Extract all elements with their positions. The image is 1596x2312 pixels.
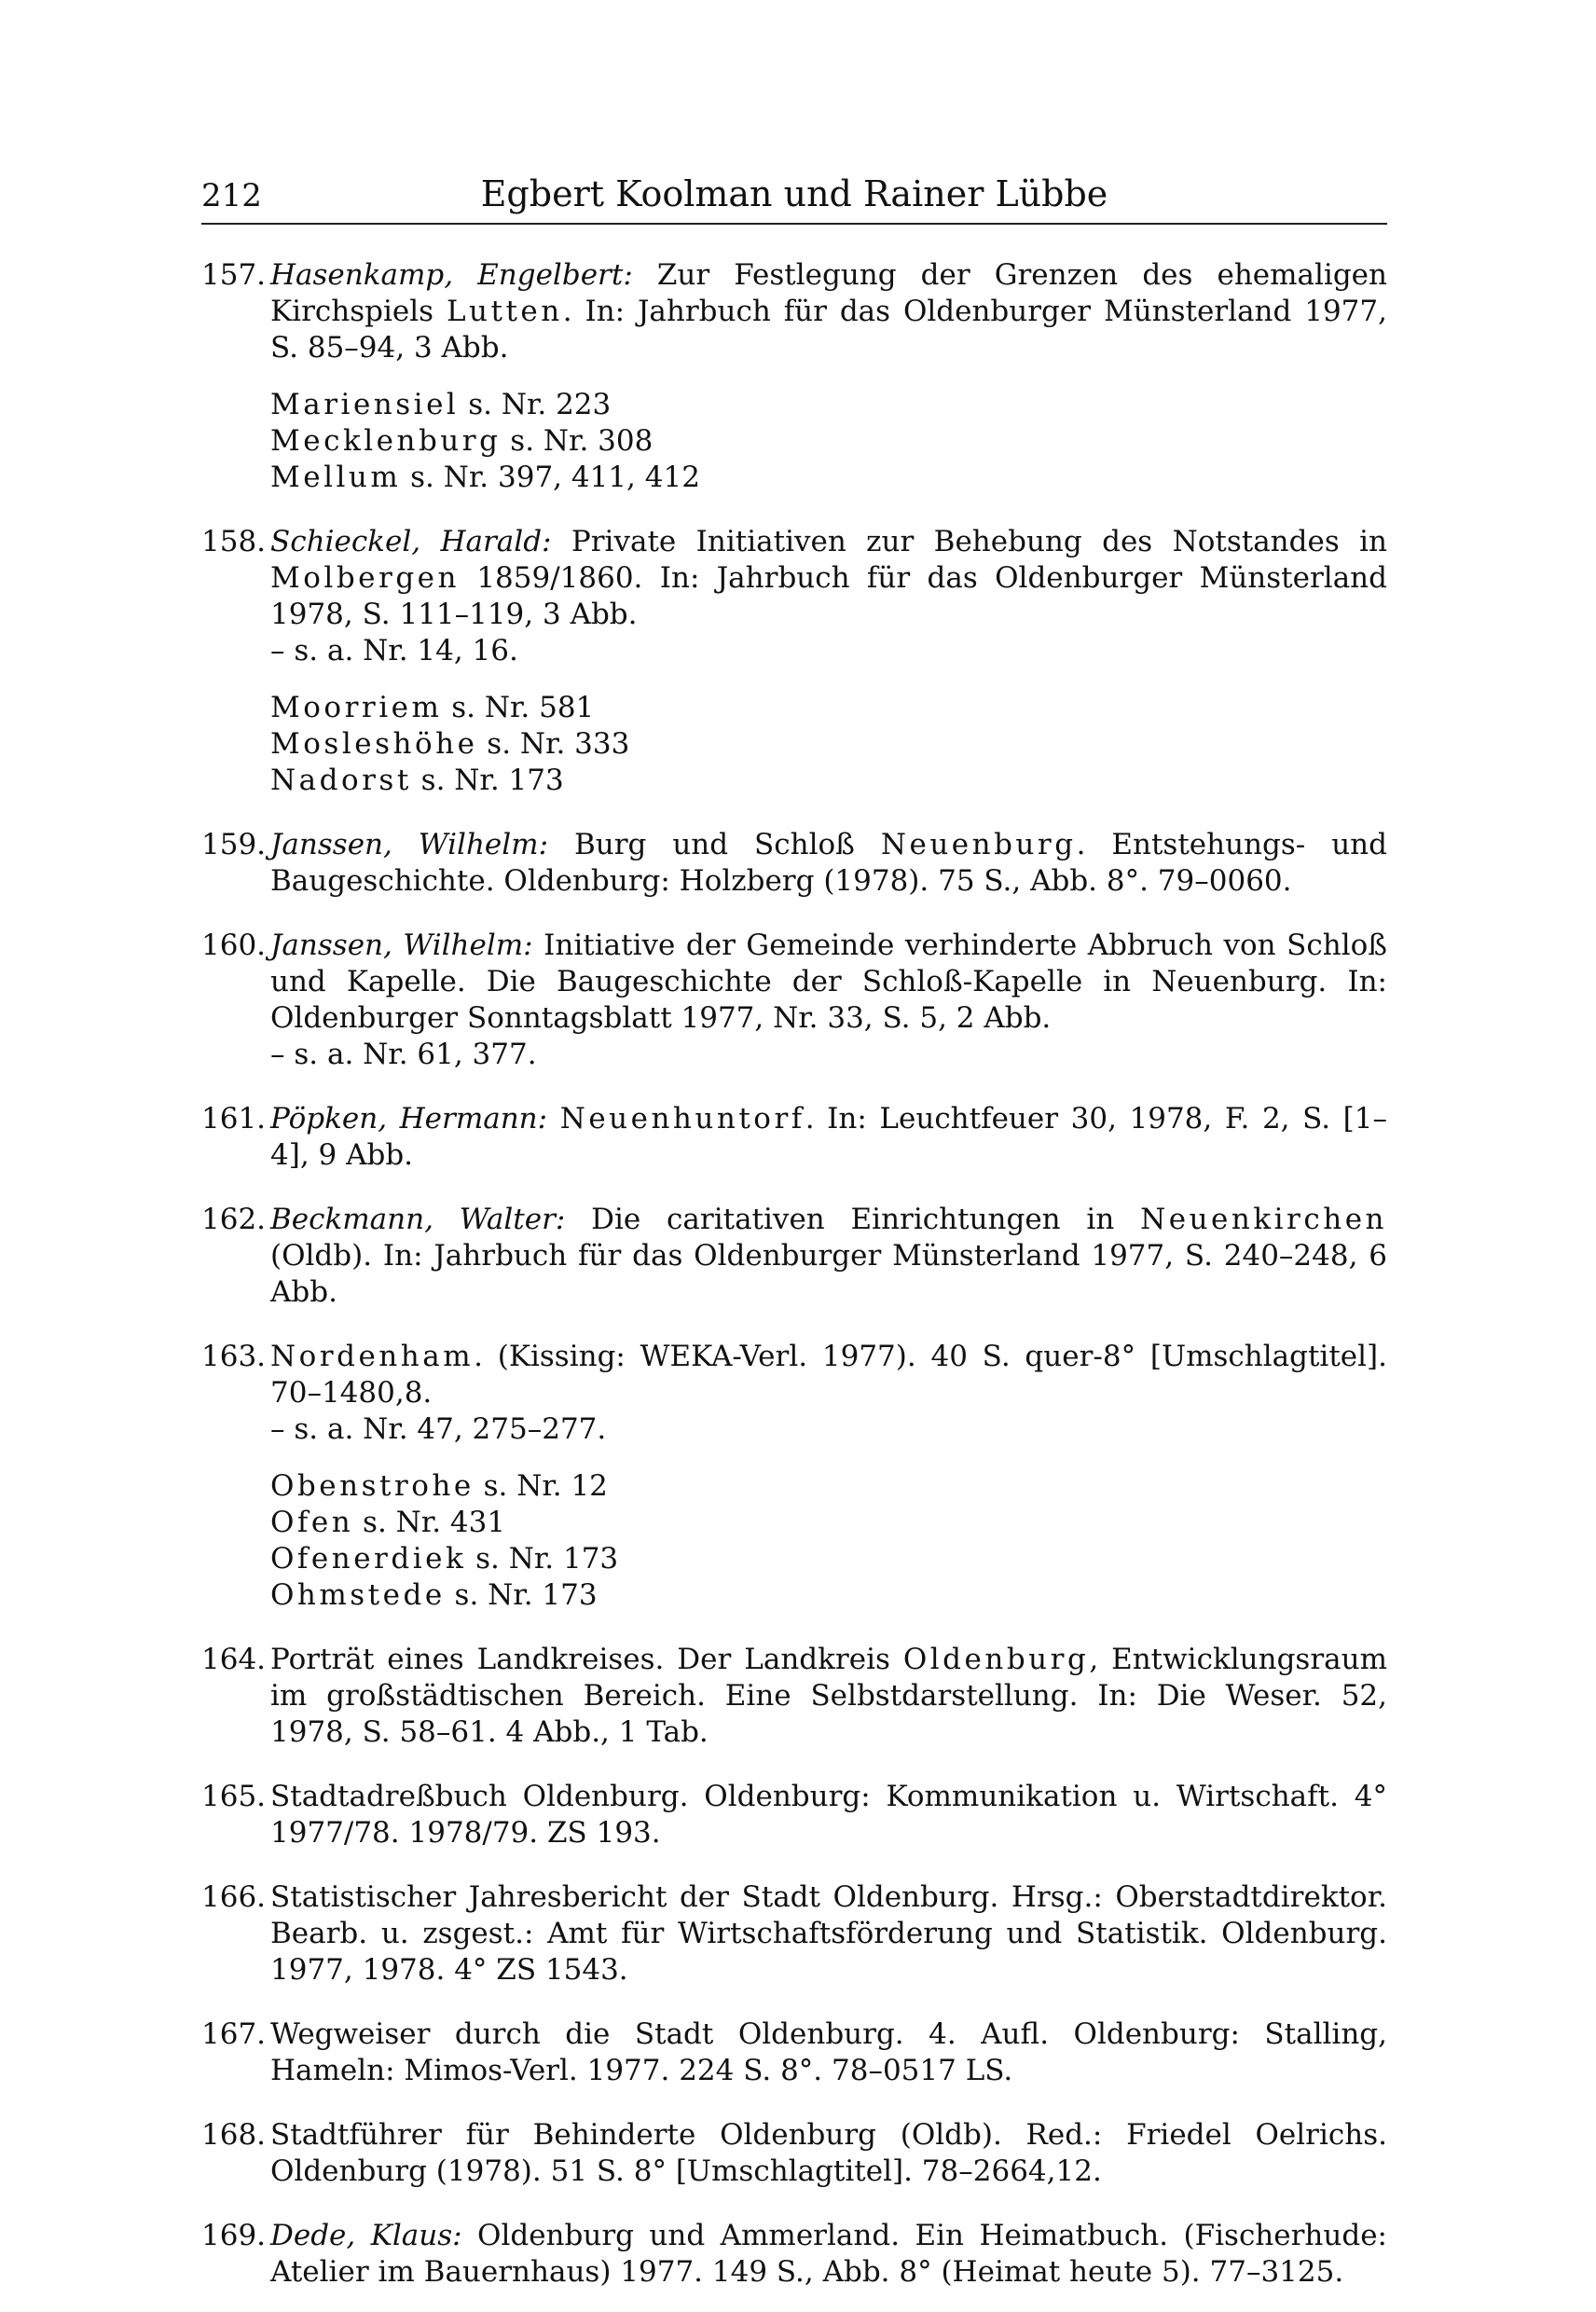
xref-term: Ofenerdiek — [270, 1542, 467, 1576]
xref-ref: s. Nr. 173 — [411, 764, 564, 797]
entry-text — [547, 1102, 560, 1135]
xref-ref: s. Nr. 223 — [459, 388, 612, 421]
xref-term: Nadorst — [270, 764, 412, 797]
entry-place: Lutten — [446, 295, 563, 328]
entry-text: Wegweiser durch die Stadt Oldenburg. 4. Aufl. Oldenburg: Stalling, Hameln: Mimos-Verl. 1977. 224 S. 8°. 78–0517 LS. — [270, 2017, 1387, 2087]
entry-place: Neuenkirchen — [1140, 1203, 1388, 1236]
entry-author: Janssen, Wilhelm: — [270, 828, 549, 861]
cross-reference — [201, 726, 1387, 763]
cross-reference — [201, 387, 1387, 423]
entry-text: (Oldb). In: Jahrbuch für das Oldenburger Münsterland 1977, S. 240–248, 6 Abb. — [270, 1239, 1387, 1309]
xref-term: Obenstrohe — [270, 1469, 475, 1503]
entry-number: 164. — [201, 1643, 267, 1676]
entry-text: Die caritativen Einrichtungen in — [565, 1203, 1141, 1236]
entry-author: Dede, Klaus: — [270, 2219, 462, 2252]
entry-place: Neuenhuntorf — [559, 1102, 805, 1135]
entry-text: Zur Festlegung der Grenzen des ehemaligen Kirchspiels — [270, 258, 1387, 328]
entry-165 — [201, 1779, 1387, 1851]
xref-ref: s. Nr. 431 — [353, 1506, 506, 1539]
entry-text: . In: Jahrbuch für das Oldenburger Münsterland 1977, S. 85–94, 3 Abb. — [270, 295, 1387, 365]
entry-author: Janssen, Wilhelm: — [270, 929, 533, 962]
entry-number: 157. — [201, 258, 267, 292]
entry-text: . (Kissing: WEKA-Verl. 1977). 40 S. quer-8° [Umschlagtitel]. 70–1480,8. — [270, 1340, 1387, 1410]
xref-term: Ohmstede — [270, 1578, 446, 1612]
entry-author: Hasenkamp, Engelbert: — [270, 258, 633, 292]
xref-ref: s. Nr. 397, 411, 412 — [401, 461, 700, 494]
cross-reference — [201, 1468, 1387, 1505]
entry-text: . Entstehungs- und Baugeschichte. Oldenburg: Holzberg (1978). 75 S., Abb. 8°. 79–0060. — [270, 828, 1387, 898]
entry-place: Nordenham — [270, 1340, 475, 1373]
entry-text: Stadtadreßbuch Oldenburg. Oldenburg: Kommunikation u. Wirtschaft. 4° 1977/78. 1978/79. ZS 193. — [270, 1780, 1387, 1850]
entry-number: 161. — [201, 1102, 267, 1135]
xref-term: Moorriem — [270, 691, 443, 724]
entry-see-also: – s. a. Nr. 61, 377. — [270, 1038, 537, 1071]
cross-reference — [201, 690, 1387, 726]
entry-text: Stadtführer für Behinderte Oldenburg (Oldb). Red.: Friedel Oelrichs. Oldenburg (1978). 51 S. 8° [Umschlagtitel]. 78–2664,12. — [270, 2118, 1387, 2188]
entry-see-also: – s. a. Nr. 14, 16. — [270, 634, 518, 667]
entry-number: 167. — [201, 2017, 267, 2051]
entry-see-also: – s. a. Nr. 47, 275–277. — [270, 1412, 607, 1446]
bibliography-list — [201, 257, 1387, 2291]
entry-157 — [201, 257, 1387, 366]
entry-text: Initiative der Gemeinde verhinderte Abbruch von Schloß und Kapelle. Die Baugeschichte der Schloß-Kapelle in Neuenburg. In: Oldenburger Sonntagsblatt 1977, Nr. 33, S. 5, 2 Abb. — [270, 929, 1387, 1035]
entry-text: Burg und Schloß — [548, 828, 881, 861]
cross-reference — [201, 1577, 1387, 1614]
cross-reference — [201, 763, 1387, 799]
xref-ref: s. Nr. 173 — [445, 1578, 598, 1612]
xref-ref: s. Nr. 308 — [501, 424, 654, 458]
entry-163 — [201, 1339, 1387, 1448]
page-header — [201, 168, 1387, 224]
xref-term: Mosleshöhe — [270, 727, 478, 761]
entry-text: . In: Leuchtfeuer 30, 1978, F. 2, S. [1–4], 9 Abb. — [270, 1102, 1387, 1172]
page-number: 212 — [201, 177, 262, 214]
running-head: Egbert Koolman und Rainer Lübbe — [480, 173, 1108, 214]
xref-term: Mecklenburg — [270, 424, 502, 458]
entry-166 — [201, 1879, 1387, 1989]
entry-167 — [201, 2016, 1387, 2089]
entry-place: Neuenburg — [880, 828, 1077, 861]
entry-number: 168. — [201, 2118, 267, 2152]
cross-reference — [201, 1541, 1387, 1577]
entry-number: 162. — [201, 1203, 267, 1236]
entry-160 — [201, 928, 1387, 1073]
entry-place: Oldenburg — [902, 1643, 1090, 1676]
header-rule — [201, 223, 1387, 225]
entry-162 — [201, 1202, 1387, 1311]
cross-reference — [201, 460, 1387, 496]
entry-text: Porträt eines Landkreises. Der Landkreis — [270, 1643, 903, 1676]
xref-term: Mellum — [270, 461, 402, 494]
entry-168 — [201, 2117, 1387, 2190]
entry-number: 163. — [201, 1340, 267, 1373]
xref-ref: s. Nr. 12 — [474, 1469, 608, 1503]
entry-number: 159. — [201, 828, 267, 861]
entry-author: Pöpken, Hermann: — [270, 1102, 548, 1135]
entry-number: 160. — [201, 929, 267, 962]
entry-number: 169. — [201, 2219, 267, 2252]
entry-161 — [201, 1101, 1387, 1174]
xref-ref: s. Nr. 581 — [442, 691, 595, 724]
entry-number: 166. — [201, 1880, 267, 1914]
xref-ref: s. Nr. 173 — [466, 1542, 619, 1576]
xref-term: Ofen — [270, 1506, 354, 1539]
entry-author: Beckmann, Walter: — [270, 1203, 566, 1236]
xref-ref: s. Nr. 333 — [477, 727, 630, 761]
entry-number: 165. — [201, 1780, 267, 1813]
entry-number: 158. — [201, 525, 267, 558]
cross-reference — [201, 1505, 1387, 1541]
entry-place: Molbergen — [270, 561, 460, 595]
entry-169 — [201, 2218, 1387, 2291]
entry-text: Oldenburg und Ammerland. Ein Heimatbuch. (Fischerhude: Atelier im Bauernhaus) 1977. 149 S., Abb. 8° (Heimat heute 5). 77–3125. — [270, 2219, 1387, 2289]
entry-text: , Entwicklungsraum im großstädtischen Bereich. Eine Selbstdarstellung. In: Die Weser. 52, 1978, S. 58–61. 4 Abb., 1 Tab. — [270, 1643, 1387, 1749]
entry-author: Schieckel, Harald: — [270, 525, 552, 558]
cross-reference — [201, 423, 1387, 460]
entry-text: Private Initiativen zur Behebung des Notstandes in — [551, 525, 1387, 558]
entry-159 — [201, 827, 1387, 900]
entry-text: Statistischer Jahresbericht der Stadt Oldenburg. Hrsg.: Oberstadtdirektor. Bearb. u. zsgest.: Amt für Wirtschaftsförderung und Statistik. Oldenburg. 1977, 1978. 4° ZS 1543. — [270, 1880, 1387, 1987]
entry-158 — [201, 524, 1387, 669]
entry-text: 1859/1860. In: Jahrbuch für das Oldenburger Münsterland 1978, S. 111–119, 3 Abb. — [270, 561, 1387, 631]
xref-term: Mariensiel — [270, 388, 460, 421]
entry-164 — [201, 1642, 1387, 1751]
